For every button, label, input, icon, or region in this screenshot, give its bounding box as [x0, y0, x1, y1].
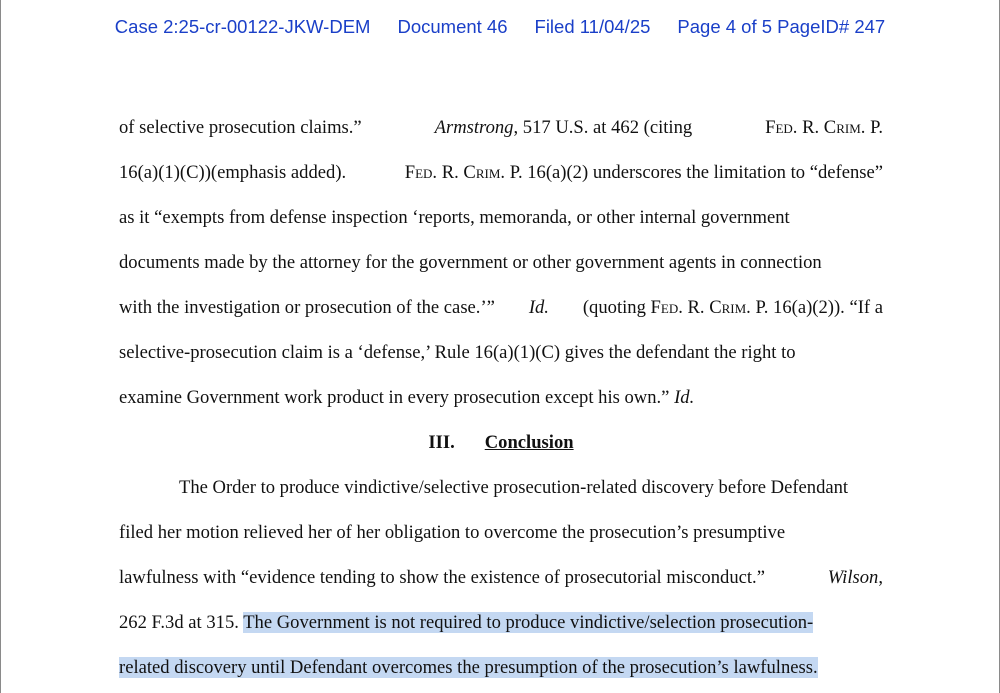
court-filing-header	[1, 16, 999, 38]
text-line	[119, 285, 883, 330]
text-segment: ,	[878, 567, 883, 588]
text-line	[119, 240, 883, 285]
highlighted-selection[interactable]: The Government is not required to produce vindictive/selection prosecution-	[243, 612, 814, 633]
section-number: III.	[428, 432, 455, 453]
text-segment: P.	[870, 117, 883, 138]
text-segment: (quoting	[582, 297, 646, 318]
case-citation: Id.	[674, 387, 695, 408]
text-segment: filed her motion relieved her of her obligation to overcome the prosecution’s presumptive	[119, 522, 786, 543]
text-segment: The Order to produce vindictive/selective prosecution-related discovery before Defendant	[179, 477, 849, 498]
case-number: Case 2:25-cr-00122-JKW-DEM	[114, 16, 371, 37]
rule-citation: Fed. R. Crim.	[404, 162, 506, 183]
text-segment: P. 16(a)(2) underscores the limitation to “defense”	[509, 162, 883, 183]
text-segment: as it “exempts from defense inspection ‘reports, memoranda, or other internal government	[119, 207, 790, 228]
text-segment: 16(a)(1)(C))(emphasis added).	[119, 162, 347, 183]
text-line	[119, 465, 883, 510]
text-line	[119, 510, 883, 555]
text-line	[119, 195, 883, 240]
text-line	[119, 555, 883, 600]
text-line	[119, 330, 883, 375]
text-segment: , 517 U.S. at 462 (citing	[513, 117, 693, 138]
page-id: Page 4 of 5 PageID# 247	[677, 16, 886, 37]
text-line	[119, 150, 883, 195]
text-line	[119, 105, 883, 150]
text-segment: documents made by the attorney for the government or other government agents in connection	[119, 252, 822, 273]
document-number: Document 46	[397, 16, 508, 37]
case-citation: Armstrong	[434, 117, 514, 138]
text-segment: 262 F.3d at 315.	[119, 612, 239, 633]
text-line	[119, 375, 883, 420]
case-citation: Id.	[528, 297, 549, 318]
text-segment: with the investigation or prosecution of the case.’”	[119, 297, 495, 318]
text-segment: P. 16(a)(2)). “If a	[755, 297, 883, 318]
filed-date: Filed 11/04/25	[534, 16, 651, 37]
section-title: Conclusion	[484, 432, 574, 453]
highlighted-selection[interactable]: related discovery until Defendant overcomes the presumption of the prosecution’s lawfulness.	[119, 657, 818, 678]
rule-citation: Fed. R. Crim.	[650, 297, 751, 318]
text-segment: lawfulness with “evidence tending to show the existence of prosecutorial misconduct.”	[119, 567, 765, 588]
rule-citation: Fed. R. Crim.	[765, 117, 866, 138]
section-heading	[119, 420, 883, 465]
text-line	[119, 645, 883, 690]
text-segment: examine Government work product in every prosecution except his own.”	[119, 387, 670, 408]
text-line	[119, 600, 883, 645]
text-segment: of selective prosecution claims.”	[119, 117, 362, 138]
body-text	[119, 105, 883, 690]
case-citation: Wilson	[827, 567, 879, 588]
text-segment: selective-prosecution claim is a ‘defense,’ Rule 16(a)(1)(C) gives the defendant the right to	[119, 342, 796, 363]
